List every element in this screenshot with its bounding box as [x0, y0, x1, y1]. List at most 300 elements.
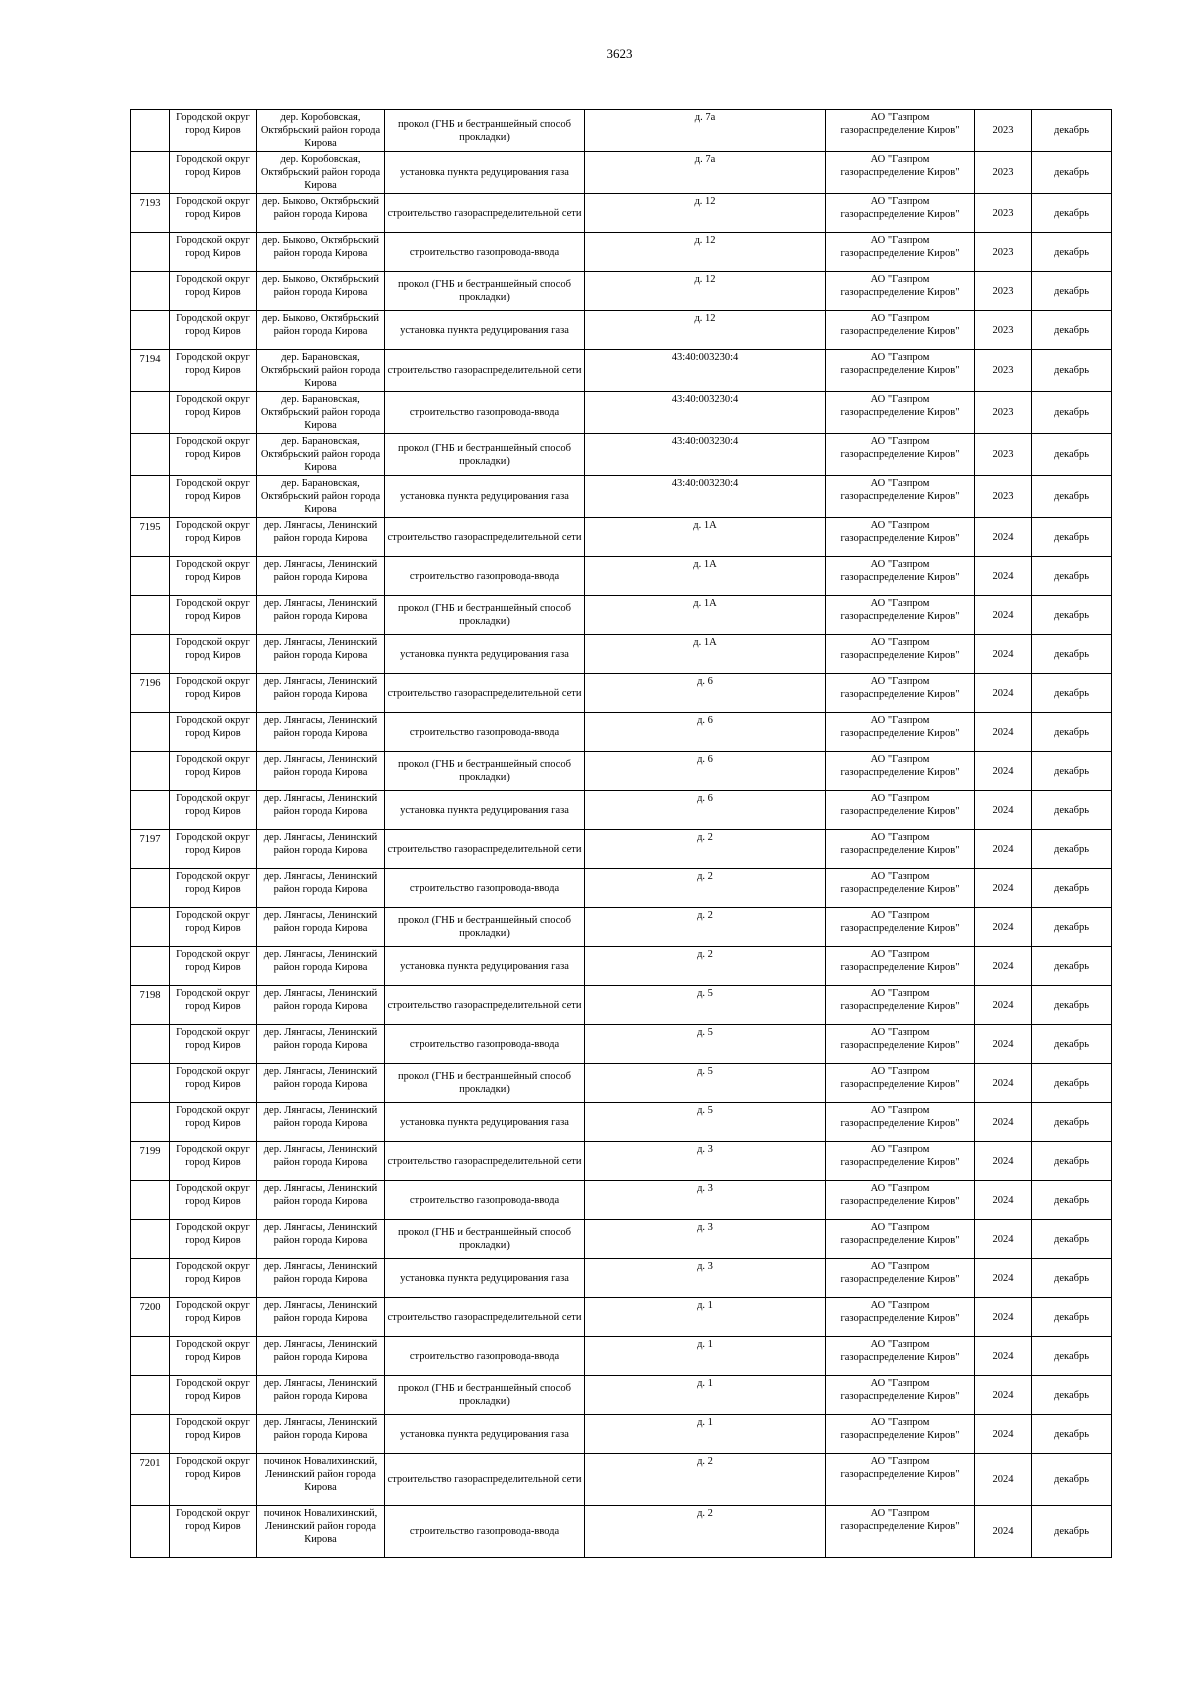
month-cell: декабрь	[1032, 311, 1112, 350]
locality-cell: дер. Лянгасы, Ленинский район города Кирова	[257, 674, 385, 713]
month-cell: декабрь	[1032, 791, 1112, 830]
month-cell: декабрь	[1032, 674, 1112, 713]
work-type-cell: прокол (ГНБ и бестраншейный способ прокладки)	[385, 434, 585, 476]
year-cell: 2024	[975, 830, 1032, 869]
work-type-cell: строительство газораспределительной сети	[385, 986, 585, 1025]
address-cell: 43:40:003230:4	[585, 476, 826, 518]
row-number-cell	[131, 233, 170, 272]
address-cell: д. 6	[585, 674, 826, 713]
row-number-cell	[131, 1103, 170, 1142]
district-cell: Городской округ город Киров	[170, 311, 257, 350]
address-cell: д. 3	[585, 1220, 826, 1259]
work-type-cell: строительство газопровода-ввода	[385, 1025, 585, 1064]
address-cell: д. 2	[585, 947, 826, 986]
month-cell: декабрь	[1032, 434, 1112, 476]
month-cell: декабрь	[1032, 596, 1112, 635]
district-cell: Городской округ город Киров	[170, 986, 257, 1025]
organization-cell: АО "Газпром газораспределение Киров"	[826, 434, 975, 476]
district-cell: Городской округ город Киров	[170, 110, 257, 152]
table-row	[131, 1506, 1112, 1558]
year-cell: 2024	[975, 1181, 1032, 1220]
work-type-cell: установка пункта редуцирования газа	[385, 1259, 585, 1298]
locality-cell: дер. Лянгасы, Ленинский район города Кирова	[257, 830, 385, 869]
row-number-cell	[131, 752, 170, 791]
table-row	[131, 518, 1112, 557]
month-cell: декабрь	[1032, 1181, 1112, 1220]
district-cell: Городской округ город Киров	[170, 233, 257, 272]
address-cell: д. 5	[585, 1025, 826, 1064]
year-cell: 2024	[975, 1103, 1032, 1142]
year-cell: 2024	[975, 1259, 1032, 1298]
year-cell: 2024	[975, 557, 1032, 596]
month-cell: декабрь	[1032, 1376, 1112, 1415]
organization-cell: АО "Газпром газораспределение Киров"	[826, 713, 975, 752]
locality-cell: дер. Лянгасы, Ленинский район города Кирова	[257, 713, 385, 752]
address-cell: д. 6	[585, 713, 826, 752]
locality-cell: дер. Барановская, Октябрьский район города Кирова	[257, 392, 385, 434]
year-cell: 2023	[975, 272, 1032, 311]
district-cell: Городской округ город Киров	[170, 791, 257, 830]
month-cell: декабрь	[1032, 1103, 1112, 1142]
table-row	[131, 350, 1112, 392]
table-row	[131, 1376, 1112, 1415]
organization-cell: АО "Газпром газораспределение Киров"	[826, 1415, 975, 1454]
address-cell: д. 5	[585, 986, 826, 1025]
address-cell: д. 12	[585, 272, 826, 311]
address-cell: д. 5	[585, 1064, 826, 1103]
district-cell: Городской округ город Киров	[170, 830, 257, 869]
table-body	[131, 110, 1112, 1558]
address-cell: д. 1	[585, 1376, 826, 1415]
organization-cell: АО "Газпром газораспределение Киров"	[826, 1025, 975, 1064]
district-cell: Городской округ город Киров	[170, 1506, 257, 1558]
district-cell: Городской округ город Киров	[170, 1376, 257, 1415]
table-row	[131, 194, 1112, 233]
month-cell: декабрь	[1032, 194, 1112, 233]
address-cell: д. 2	[585, 1454, 826, 1506]
locality-cell: дер. Быково, Октябрьский район города Кирова	[257, 311, 385, 350]
district-cell: Городской округ город Киров	[170, 392, 257, 434]
row-number-cell: 7199	[131, 1142, 170, 1181]
year-cell: 2023	[975, 152, 1032, 194]
organization-cell: АО "Газпром газораспределение Киров"	[826, 869, 975, 908]
table-row	[131, 1103, 1112, 1142]
district-cell: Городской округ город Киров	[170, 1454, 257, 1506]
table-row	[131, 947, 1112, 986]
work-type-cell: строительство газораспределительной сети	[385, 830, 585, 869]
work-type-cell: прокол (ГНБ и бестраншейный способ прокладки)	[385, 908, 585, 947]
locality-cell: дер. Быково, Октябрьский район города Кирова	[257, 233, 385, 272]
organization-cell: АО "Газпром газораспределение Киров"	[826, 1181, 975, 1220]
locality-cell: дер. Лянгасы, Ленинский район города Кирова	[257, 1259, 385, 1298]
table-row	[131, 1337, 1112, 1376]
locality-cell: дер. Лянгасы, Ленинский район города Кирова	[257, 1220, 385, 1259]
address-cell: д. 3	[585, 1142, 826, 1181]
locality-cell: дер. Лянгасы, Ленинский район города Кирова	[257, 1415, 385, 1454]
row-number-cell	[131, 1376, 170, 1415]
address-cell: д. 3	[585, 1259, 826, 1298]
address-cell: д. 1А	[585, 596, 826, 635]
month-cell: декабрь	[1032, 392, 1112, 434]
district-cell: Городской округ город Киров	[170, 713, 257, 752]
row-number-cell	[131, 1415, 170, 1454]
organization-cell: АО "Газпром газораспределение Киров"	[826, 1298, 975, 1337]
table-row	[131, 557, 1112, 596]
table-row	[131, 1142, 1112, 1181]
year-cell: 2023	[975, 233, 1032, 272]
row-number-cell	[131, 791, 170, 830]
address-cell: д. 1А	[585, 635, 826, 674]
organization-cell: АО "Газпром газораспределение Киров"	[826, 233, 975, 272]
year-cell: 2024	[975, 1064, 1032, 1103]
year-cell: 2024	[975, 596, 1032, 635]
row-number-cell: 7193	[131, 194, 170, 233]
work-type-cell: установка пункта редуцирования газа	[385, 1415, 585, 1454]
row-number-cell	[131, 1025, 170, 1064]
row-number-cell	[131, 869, 170, 908]
year-cell: 2024	[975, 1220, 1032, 1259]
year-cell: 2024	[975, 1337, 1032, 1376]
row-number-cell	[131, 1506, 170, 1558]
year-cell: 2024	[975, 1506, 1032, 1558]
table-row	[131, 908, 1112, 947]
work-type-cell: строительство газораспределительной сети	[385, 1454, 585, 1506]
organization-cell: АО "Газпром газораспределение Киров"	[826, 635, 975, 674]
month-cell: декабрь	[1032, 1064, 1112, 1103]
work-type-cell: прокол (ГНБ и бестраншейный способ прокладки)	[385, 272, 585, 311]
row-number-cell: 7195	[131, 518, 170, 557]
locality-cell: дер. Лянгасы, Ленинский район города Кирова	[257, 1025, 385, 1064]
year-cell: 2024	[975, 791, 1032, 830]
month-cell: декабрь	[1032, 557, 1112, 596]
organization-cell: АО "Газпром газораспределение Киров"	[826, 830, 975, 869]
district-cell: Городской округ город Киров	[170, 635, 257, 674]
district-cell: Городской округ город Киров	[170, 1181, 257, 1220]
table-row	[131, 713, 1112, 752]
table-row	[131, 752, 1112, 791]
table-row	[131, 1181, 1112, 1220]
district-cell: Городской округ город Киров	[170, 1025, 257, 1064]
organization-cell: АО "Газпром газораспределение Киров"	[826, 752, 975, 791]
address-cell: д. 7а	[585, 110, 826, 152]
table-row	[131, 1025, 1112, 1064]
year-cell: 2024	[975, 1142, 1032, 1181]
address-cell: д. 1А	[585, 518, 826, 557]
month-cell: декабрь	[1032, 947, 1112, 986]
work-type-cell: прокол (ГНБ и бестраншейный способ прокладки)	[385, 752, 585, 791]
year-cell: 2024	[975, 947, 1032, 986]
locality-cell: дер. Лянгасы, Ленинский район города Кирова	[257, 1103, 385, 1142]
locality-cell: дер. Лянгасы, Ленинский район города Кирова	[257, 908, 385, 947]
year-cell: 2023	[975, 476, 1032, 518]
locality-cell: дер. Быково, Октябрьский район города Кирова	[257, 272, 385, 311]
work-type-cell: строительство газораспределительной сети	[385, 1142, 585, 1181]
month-cell: декабрь	[1032, 152, 1112, 194]
address-cell: 43:40:003230:4	[585, 392, 826, 434]
district-cell: Городской округ город Киров	[170, 596, 257, 635]
work-type-cell: прокол (ГНБ и бестраншейный способ прокладки)	[385, 596, 585, 635]
table-row	[131, 233, 1112, 272]
work-type-cell: прокол (ГНБ и бестраншейный способ прокладки)	[385, 1220, 585, 1259]
organization-cell: АО "Газпром газораспределение Киров"	[826, 110, 975, 152]
work-type-cell: установка пункта редуцирования газа	[385, 947, 585, 986]
organization-cell: АО "Газпром газораспределение Киров"	[826, 557, 975, 596]
address-cell: д. 6	[585, 791, 826, 830]
address-cell: д. 2	[585, 908, 826, 947]
year-cell: 2024	[975, 986, 1032, 1025]
table-row	[131, 152, 1112, 194]
organization-cell: АО "Газпром газораспределение Киров"	[826, 1220, 975, 1259]
address-cell: д. 1	[585, 1298, 826, 1337]
month-cell: декабрь	[1032, 518, 1112, 557]
district-cell: Городской округ город Киров	[170, 152, 257, 194]
district-cell: Городской округ город Киров	[170, 1064, 257, 1103]
month-cell: декабрь	[1032, 986, 1112, 1025]
address-cell: д. 12	[585, 194, 826, 233]
row-number-cell	[131, 1337, 170, 1376]
year-cell: 2024	[975, 1025, 1032, 1064]
month-cell: декабрь	[1032, 1415, 1112, 1454]
year-cell: 2023	[975, 350, 1032, 392]
work-type-cell: прокол (ГНБ и бестраншейный способ прокладки)	[385, 110, 585, 152]
work-type-cell: прокол (ГНБ и бестраншейный способ прокладки)	[385, 1064, 585, 1103]
table-row	[131, 110, 1112, 152]
table-row	[131, 791, 1112, 830]
district-cell: Городской округ город Киров	[170, 1220, 257, 1259]
organization-cell: АО "Газпром газораспределение Киров"	[826, 947, 975, 986]
table-row	[131, 1259, 1112, 1298]
row-number-cell	[131, 947, 170, 986]
district-cell: Городской округ город Киров	[170, 350, 257, 392]
month-cell: декабрь	[1032, 272, 1112, 311]
district-cell: Городской округ город Киров	[170, 869, 257, 908]
table-row	[131, 272, 1112, 311]
locality-cell: починок Новалихинский, Ленинский район города Кирова	[257, 1454, 385, 1506]
row-number-cell	[131, 1064, 170, 1103]
table-row	[131, 635, 1112, 674]
table-row	[131, 830, 1112, 869]
work-type-cell: установка пункта редуцирования газа	[385, 311, 585, 350]
work-type-cell: установка пункта редуцирования газа	[385, 791, 585, 830]
work-type-cell: строительство газопровода-ввода	[385, 233, 585, 272]
locality-cell: дер. Лянгасы, Ленинский район города Кирова	[257, 1376, 385, 1415]
table-row	[131, 392, 1112, 434]
address-cell: д. 7а	[585, 152, 826, 194]
locality-cell: дер. Барановская, Октябрьский район города Кирова	[257, 350, 385, 392]
table-row	[131, 1064, 1112, 1103]
work-type-cell: установка пункта редуцирования газа	[385, 152, 585, 194]
organization-cell: АО "Газпром газораспределение Киров"	[826, 1506, 975, 1558]
organization-cell: АО "Газпром газораспределение Киров"	[826, 518, 975, 557]
year-cell: 2024	[975, 1298, 1032, 1337]
month-cell: декабрь	[1032, 635, 1112, 674]
locality-cell: дер. Лянгасы, Ленинский район города Кирова	[257, 518, 385, 557]
address-cell: д. 3	[585, 1181, 826, 1220]
row-number-cell: 7201	[131, 1454, 170, 1506]
district-cell: Городской округ город Киров	[170, 1415, 257, 1454]
locality-cell: дер. Лянгасы, Ленинский район города Кирова	[257, 752, 385, 791]
address-cell: д. 1	[585, 1415, 826, 1454]
row-number-cell	[131, 713, 170, 752]
organization-cell: АО "Газпром газораспределение Киров"	[826, 1337, 975, 1376]
month-cell: декабрь	[1032, 350, 1112, 392]
row-number-cell	[131, 272, 170, 311]
organization-cell: АО "Газпром газораспределение Киров"	[826, 272, 975, 311]
table-row	[131, 674, 1112, 713]
table-row	[131, 1220, 1112, 1259]
table-row	[131, 311, 1112, 350]
district-cell: Городской округ город Киров	[170, 947, 257, 986]
address-cell: 43:40:003230:4	[585, 350, 826, 392]
month-cell: декабрь	[1032, 476, 1112, 518]
row-number-cell	[131, 596, 170, 635]
year-cell: 2023	[975, 311, 1032, 350]
locality-cell: дер. Лянгасы, Ленинский район города Кирова	[257, 1337, 385, 1376]
month-cell: декабрь	[1032, 1025, 1112, 1064]
year-cell: 2023	[975, 434, 1032, 476]
row-number-cell	[131, 1259, 170, 1298]
month-cell: декабрь	[1032, 752, 1112, 791]
year-cell: 2024	[975, 1376, 1032, 1415]
row-number-cell	[131, 635, 170, 674]
district-cell: Городской округ город Киров	[170, 1142, 257, 1181]
work-type-cell: строительство газопровода-ввода	[385, 869, 585, 908]
month-cell: декабрь	[1032, 1142, 1112, 1181]
row-number-cell	[131, 1181, 170, 1220]
district-cell: Городской округ город Киров	[170, 476, 257, 518]
month-cell: декабрь	[1032, 1259, 1112, 1298]
year-cell: 2024	[975, 635, 1032, 674]
address-cell: д. 12	[585, 311, 826, 350]
locality-cell: дер. Лянгасы, Ленинский район города Кирова	[257, 1142, 385, 1181]
month-cell: декабрь	[1032, 1506, 1112, 1558]
month-cell: декабрь	[1032, 1298, 1112, 1337]
organization-cell: АО "Газпром газораспределение Киров"	[826, 596, 975, 635]
district-cell: Городской округ город Киров	[170, 557, 257, 596]
address-cell: д. 2	[585, 869, 826, 908]
year-cell: 2023	[975, 194, 1032, 233]
work-type-cell: установка пункта редуцирования газа	[385, 635, 585, 674]
district-cell: Городской округ город Киров	[170, 194, 257, 233]
table-row	[131, 986, 1112, 1025]
district-cell: Городской округ город Киров	[170, 674, 257, 713]
locality-cell: дер. Лянгасы, Ленинский район города Кирова	[257, 791, 385, 830]
organization-cell: АО "Газпром газораспределение Киров"	[826, 152, 975, 194]
table-row	[131, 434, 1112, 476]
address-cell: д. 2	[585, 1506, 826, 1558]
address-cell: д. 2	[585, 830, 826, 869]
address-cell: д. 12	[585, 233, 826, 272]
locality-cell: дер. Барановская, Октябрьский район города Кирова	[257, 434, 385, 476]
organization-cell: АО "Газпром газораспределение Киров"	[826, 476, 975, 518]
locality-cell: дер. Коробовская, Октябрьский район города Кирова	[257, 110, 385, 152]
district-cell: Городской округ город Киров	[170, 1337, 257, 1376]
month-cell: декабрь	[1032, 830, 1112, 869]
row-number-cell: 7200	[131, 1298, 170, 1337]
organization-cell: АО "Газпром газораспределение Киров"	[826, 392, 975, 434]
year-cell: 2024	[975, 674, 1032, 713]
work-type-cell: строительство газопровода-ввода	[385, 1337, 585, 1376]
row-number-cell	[131, 152, 170, 194]
organization-cell: АО "Газпром газораспределение Киров"	[826, 1064, 975, 1103]
row-number-cell	[131, 434, 170, 476]
year-cell: 2024	[975, 518, 1032, 557]
table-row	[131, 1298, 1112, 1337]
organization-cell: АО "Газпром газораспределение Киров"	[826, 1454, 975, 1506]
year-cell: 2023	[975, 392, 1032, 434]
row-number-cell: 7197	[131, 830, 170, 869]
month-cell: декабрь	[1032, 110, 1112, 152]
year-cell: 2024	[975, 1415, 1032, 1454]
work-type-cell: установка пункта редуцирования газа	[385, 1103, 585, 1142]
work-type-cell: строительство газораспределительной сети	[385, 1298, 585, 1337]
work-type-cell: строительство газораспределительной сети	[385, 350, 585, 392]
organization-cell: АО "Газпром газораспределение Киров"	[826, 1259, 975, 1298]
work-type-cell: строительство газопровода-ввода	[385, 557, 585, 596]
locality-cell: дер. Коробовская, Октябрьский район города Кирова	[257, 152, 385, 194]
address-cell: д. 6	[585, 752, 826, 791]
organization-cell: АО "Газпром газораспределение Киров"	[826, 1142, 975, 1181]
organization-cell: АО "Газпром газораспределение Киров"	[826, 1103, 975, 1142]
work-type-cell: строительство газораспределительной сети	[385, 518, 585, 557]
organization-cell: АО "Газпром газораспределение Киров"	[826, 194, 975, 233]
district-cell: Городской округ город Киров	[170, 272, 257, 311]
row-number-cell: 7194	[131, 350, 170, 392]
work-type-cell: строительство газораспределительной сети	[385, 194, 585, 233]
district-cell: Городской округ город Киров	[170, 518, 257, 557]
month-cell: декабрь	[1032, 233, 1112, 272]
district-cell: Городской округ город Киров	[170, 1103, 257, 1142]
month-cell: декабрь	[1032, 908, 1112, 947]
organization-cell: АО "Газпром газораспределение Киров"	[826, 1376, 975, 1415]
year-cell: 2024	[975, 1454, 1032, 1506]
district-cell: Городской округ город Киров	[170, 1259, 257, 1298]
organization-cell: АО "Газпром газораспределение Киров"	[826, 311, 975, 350]
work-type-cell: строительство газопровода-ввода	[385, 392, 585, 434]
organization-cell: АО "Газпром газораспределение Киров"	[826, 791, 975, 830]
month-cell: декабрь	[1032, 1454, 1112, 1506]
row-number-cell	[131, 908, 170, 947]
locality-cell: дер. Барановская, Октябрьский район города Кирова	[257, 476, 385, 518]
locality-cell: починок Новалихинский, Ленинский район города Кирова	[257, 1506, 385, 1558]
address-cell: д. 1	[585, 1337, 826, 1376]
year-cell: 2024	[975, 752, 1032, 791]
month-cell: декабрь	[1032, 869, 1112, 908]
table-row	[131, 476, 1112, 518]
work-type-cell: строительство газопровода-ввода	[385, 1506, 585, 1558]
month-cell: декабрь	[1032, 713, 1112, 752]
district-cell: Городской округ город Киров	[170, 752, 257, 791]
organization-cell: АО "Газпром газораспределение Киров"	[826, 350, 975, 392]
table-row	[131, 596, 1112, 635]
row-number-cell	[131, 1220, 170, 1259]
row-number-cell	[131, 110, 170, 152]
table-row	[131, 1415, 1112, 1454]
district-cell: Городской округ город Киров	[170, 434, 257, 476]
locality-cell: дер. Лянгасы, Ленинский район города Кирова	[257, 947, 385, 986]
table-row	[131, 1454, 1112, 1506]
address-cell: д. 1А	[585, 557, 826, 596]
year-cell: 2024	[975, 713, 1032, 752]
year-cell: 2024	[975, 908, 1032, 947]
work-type-cell: строительство газопровода-ввода	[385, 713, 585, 752]
work-type-cell: прокол (ГНБ и бестраншейный способ прокладки)	[385, 1376, 585, 1415]
table-row	[131, 869, 1112, 908]
work-type-cell: строительство газораспределительной сети	[385, 674, 585, 713]
locality-cell: дер. Лянгасы, Ленинский район города Кирова	[257, 635, 385, 674]
year-cell: 2023	[975, 110, 1032, 152]
locality-cell: дер. Лянгасы, Ленинский район города Кирова	[257, 557, 385, 596]
